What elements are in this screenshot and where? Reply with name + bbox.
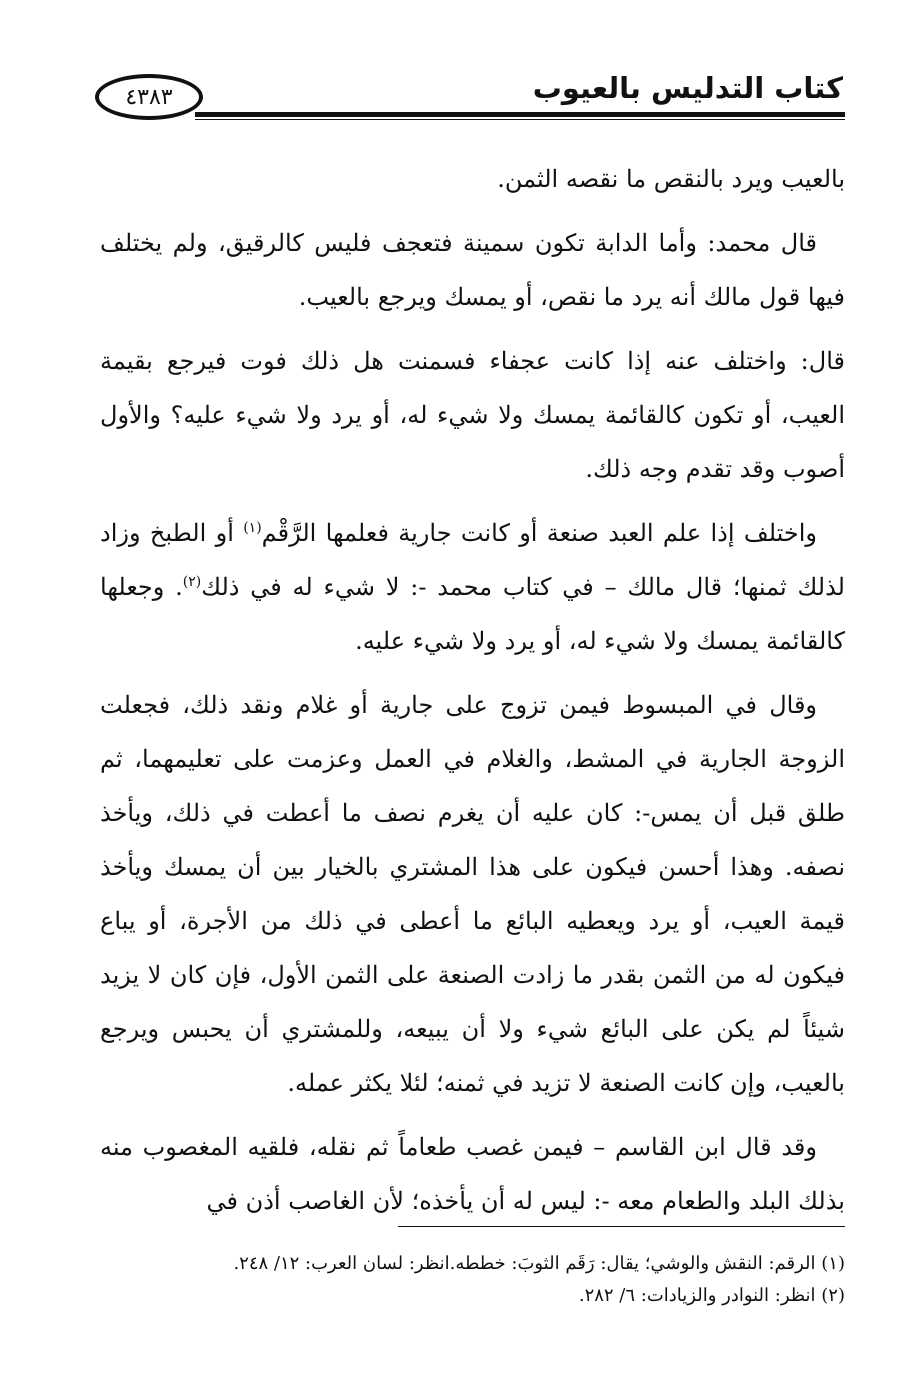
paragraph-text: أو الطبخ وزاد لذلك ثمنها؛ قال مالك – في كتاب محمد -: لا شيء له في ذلك — [100, 519, 845, 601]
header-rule-thin — [195, 119, 845, 120]
paragraph: وقد قال ابن القاسم – فيمن غصب طعاماً ثم نقله، فلقيه المغصوب منه بذلك البلد والطعام معه -: ليس له أن يأخذه؛ لأن الغاصب أذن في — [100, 1133, 845, 1215]
footnote: (٢) انظر: النوادر والزيادات: ٦/ ٢٨٢. — [578, 1285, 845, 1306]
paragraph-text: . وجعلها كالقائمة يمسك ولا شيء له، أو يرد ولا شيء عليه. — [100, 573, 845, 655]
main-text — [100, 152, 845, 1238]
page-number-badge — [95, 74, 203, 120]
footnote-separator — [398, 1226, 845, 1227]
paragraph-text: واختلف إذا علم العبد صنعة أو كانت جارية فعلمها الرَّقْم — [261, 519, 817, 547]
page-number: ٤٣٨٣ — [125, 84, 173, 110]
paragraph: بالعيب ويرد بالنقص ما نقصه الثمن. — [497, 165, 845, 193]
page-header — [95, 68, 845, 136]
paragraph-with-footnotes — [100, 506, 845, 668]
footnote: (١) الرقم: النقش والوشي؛ يقال: رَقَم الثوبَ: خططه.انظر: لسان العرب: ١٢/ ٢٤٨. — [233, 1253, 845, 1274]
paragraph: قال محمد: وأما الدابة تكون سمينة فتعجف فليس كالرقيق، ولم يختلف فيها قول مالك أنه يرد ما نقص، أو يمسك ويرجع بالعيب. — [100, 229, 845, 311]
footnote-marker: (١) — [243, 520, 262, 536]
footnotes — [100, 1248, 845, 1312]
paragraph: وقال في المبسوط فيمن تزوج على جارية أو غلام ونقد ذلك، فجعلت الزوجة الجارية في المشط، والغلام في العمل وعزمت على تعليمهما، ثم طلق قبل أن يمس-: كان عليه أن يغرم نصف ما أعطت في ذلك، ويأخذ نصفه. وهذا أحسن فيكون على هذا المشتري بالخيار بين أن يمسك ويأخذ قيمة العيب، أو يرد ويعطيه البائع ما أعطى في ذلك من الأجرة، أو يباع فيكون له من الثمن بقدر ما زادت الصنعة على الثمن الأول، فإن كان لا يزيد شيئاً لم يكن على البائع شيء ولا أن يبيعه، وللمشتري أن يحبس ويرجع بالعيب، وإن كانت الصنعة لا تزيد في ثمنه؛ لئلا يكثر عمله. — [100, 691, 845, 1097]
paragraph: قال: واختلف عنه إذا كانت عجفاء فسمنت هل ذلك فوت فيرجع بقيمة العيب، أو تكون كالقائمة يمسك ولا شيء له، أو يرد ولا شيء عليه؟ والأول أصوب وقد تقدم وجه ذلك. — [100, 347, 845, 483]
footnote-marker: (٢) — [182, 574, 202, 590]
book-title: كتاب التدليس بالعيوب — [532, 71, 843, 105]
header-rule — [195, 112, 845, 117]
